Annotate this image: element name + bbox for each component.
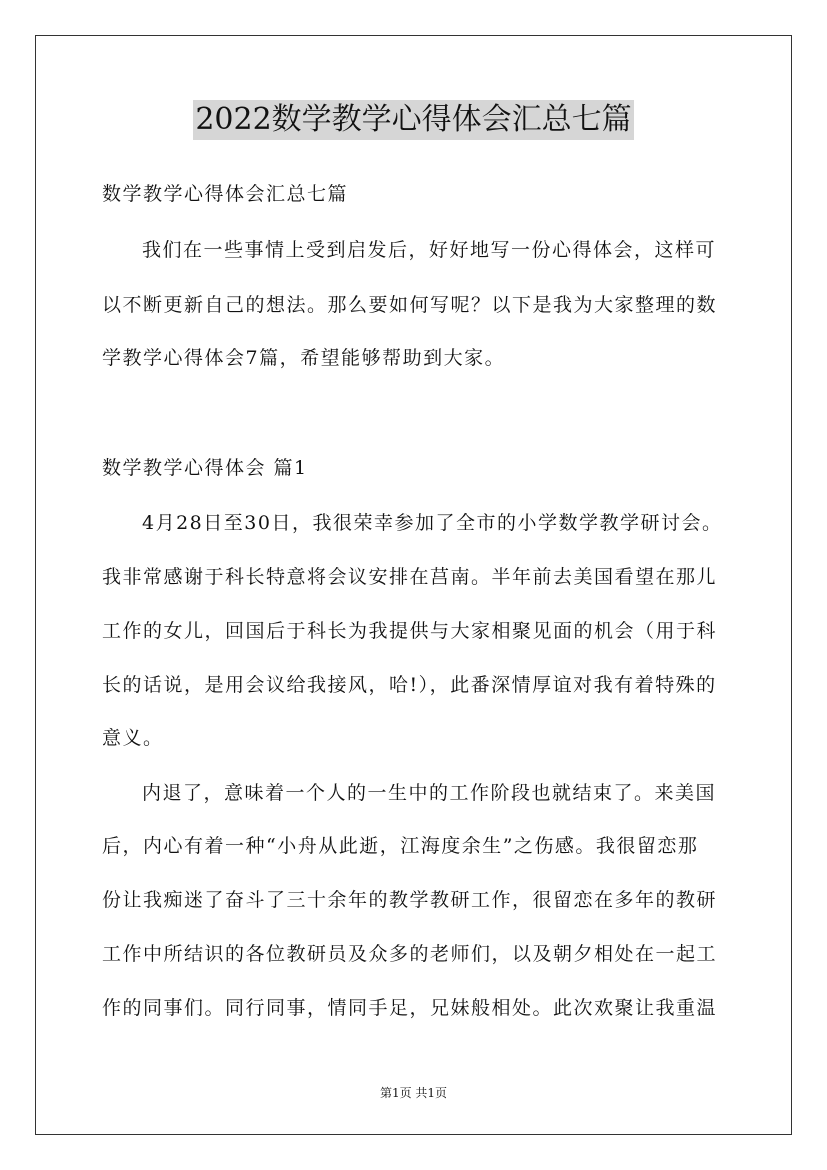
- intro-line: 以不断更新自己的想法。那么要如何写呢？以下是我为大家整理的数: [102, 294, 718, 316]
- paragraph-line: 作的同事们。同行同事，情同手足，兄妹般相处。此次欢聚让我重温: [102, 997, 718, 1019]
- paragraph-line: 后，内心有着一种“小舟从此逝，江海度余生”之伤感。我很留恋那: [102, 835, 699, 857]
- intro-line: 学教学心得体会7篇，希望能够帮助到大家。: [102, 347, 506, 369]
- page-footer: 第1页 共1页: [379, 1086, 448, 1100]
- paragraph-line: 4月28日至30日，我很荣幸参加了全市的小学数学教学研讨会。: [142, 512, 723, 534]
- section-heading: 数学教学心得体会 篇1: [102, 457, 308, 479]
- title-container: [0, 100, 827, 140]
- paragraph-line: 内退了，意味着一个人的一生中的工作阶段也就结束了。来美国: [142, 782, 717, 804]
- subtitle: 数学教学心得体会汇总七篇: [102, 183, 349, 205]
- document-title: 2022数学教学心得体会汇总七篇: [193, 100, 633, 140]
- paragraph-line: 份让我痴迷了奋斗了三十余年的教学教研工作，很留恋在多年的教研: [102, 889, 718, 911]
- paragraph-line: 长的话说，是用会议给我接风，哈!），此番深情厚谊对我有着特殊的: [102, 674, 717, 696]
- paragraph-line: 我非常感谢于科长特意将会议安排在莒南。半年前去美国看望在那儿: [102, 566, 718, 588]
- intro-line: 我们在一些事情上受到启发后，好好地写一份心得体会，这样可: [142, 239, 717, 261]
- paragraph-line: 工作中所结识的各位教研员及众多的老师们，以及朝夕相处在一起工: [102, 943, 718, 965]
- paragraph-line: 意义。: [102, 727, 164, 749]
- paragraph-line: 工作的女儿，回国后于科长为我提供与大家相聚见面的机会（用于科: [102, 620, 718, 642]
